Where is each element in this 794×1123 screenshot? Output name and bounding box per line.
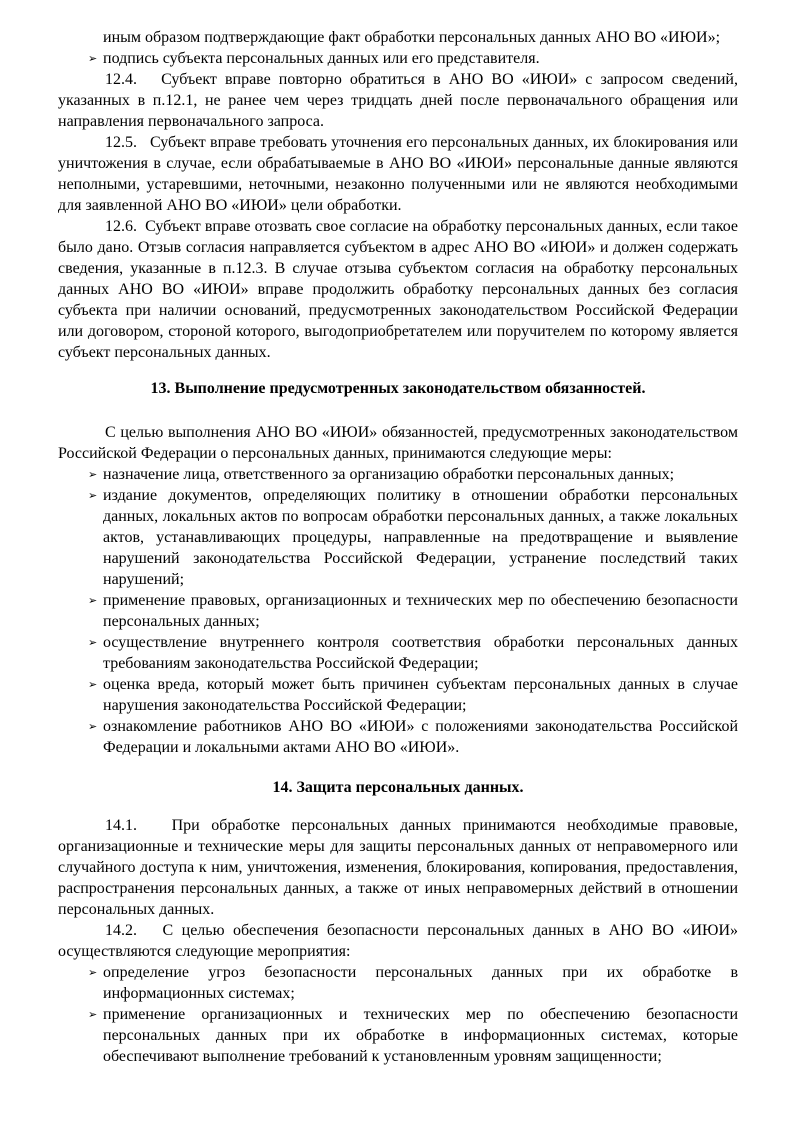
list-item (88, 962, 738, 1004)
list-item-text: определение угроз безопасности персональных данных при их обработке в информационных системах; (103, 964, 738, 1002)
list-item-text: ознакомление работников АНО ВО «ИЮИ» с положениями законодательства Российской Федерации и локальными актами АНО ВО «ИЮИ». (103, 718, 738, 756)
list-item (88, 716, 738, 758)
list-item (88, 632, 738, 674)
bullet-arrow-icon: ➢ (88, 52, 98, 65)
list-item-text: осуществление внутреннего контроля соответствия обработки персональных данных требованиям законодательства Российской Федерации; (103, 634, 738, 672)
list-item-text: издание документов, определяющих политику в отношении обработки персональных данных, локальных актов по вопросам обработки персональных данных, а также локальных актов, устанавливающих процедуры, направленные на предотвращение и выявление нарушений законодательства Российской Федерации, устранение последствий таких нарушений; (103, 487, 738, 588)
section-14-heading: 14. Защита персональных данных. (272, 779, 524, 796)
bullet-arrow-icon: ➢ (88, 594, 98, 607)
paragraph-12-5: 12.5. Субъект вправе требовать уточнения его персональных данных, их блокирования или уничтожения в случае, если обрабатываемые в АНО ВО «ИЮИ» персональные данные являются неполными, устаревшими, неточными, незаконно полученными или не являются необходимыми для заявленной АНО ВО «ИЮИ» цели обработки. (58, 134, 738, 214)
bullet-arrow-icon: ➢ (88, 468, 98, 481)
list-item-text: применение организационных и технических мер по обеспечению безопасности персональных данных при их обработке в информационных системах, которые обеспечивают выполнение требований к установленным уровням защищенности; (103, 1006, 738, 1065)
list-item-text: применение правовых, организационных и технических мер по обеспечению безопасности персональных данных; (103, 592, 738, 630)
paragraph-section-13-intro: С целью выполнения АНО ВО «ИЮИ» обязанностей, предусмотренных законодательством Российской Федерации о персональных данных, принимаются следующие меры: (58, 424, 738, 462)
list-item (88, 590, 738, 632)
paragraph-12-6: 12.6. Субъект вправе отозвать свое согласие на обработку персональных данных, если такое было дано. Отзыв согласия направляется субъектом в адрес АНО ВО «ИЮИ» и должен содержать сведения, указанные в п.12.3. В случае отзыва субъектом согласия на обработку персональных данных АНО ВО «ИЮИ» вправе продолжить обработку персональных данных без согласия субъекта при наличии оснований, предусмотренных законодательством Российской Федерации или договором, стороной которого, выгодоприобретателем или поручителем по которому является субъект персональных данных. (58, 218, 738, 361)
bullet-arrow-icon: ➢ (88, 636, 98, 649)
section-13-heading: 13. Выполнение предусмотренных законодательством обязанностей. (150, 380, 646, 397)
list-item (88, 464, 738, 485)
list-item (88, 1004, 738, 1067)
list-item-text: оценка вреда, который может быть причинен субъектам персональных данных в случае нарушения законодательства Российской Федерации; (103, 676, 738, 714)
bullet-arrow-icon: ➢ (88, 720, 98, 733)
list-item (88, 674, 738, 716)
list-item (88, 48, 738, 69)
list-continuation-text: иным образом подтверждающие факт обработки персональных данных АНО ВО «ИЮИ»; (103, 29, 721, 46)
paragraph-14-1: 14.1. При обработке персональных данных принимаются необходимые правовые, организационные и технические меры для защиты персональных данных от неправомерного или случайного доступа к ним, уничтожения, изменения, блокирования, копирования, предоставления, распространения персональных данных, а также от иных неправомерных действий в отношении персональных данных. (58, 817, 738, 918)
list-item-text: подпись субъекта персональных данных или его представителя. (103, 50, 540, 67)
bullet-arrow-icon: ➢ (88, 678, 98, 691)
bullet-arrow-icon: ➢ (88, 489, 98, 502)
list-item (88, 485, 738, 590)
list-item-text: назначение лица, ответственного за организацию обработки персональных данных; (103, 466, 675, 483)
bullet-arrow-icon: ➢ (88, 1008, 98, 1021)
paragraph-12-4: 12.4. Субъект вправе повторно обратиться в АНО ВО «ИЮИ» с запросом сведений, указанных в п.12.1, не ранее чем через тридцать дней после первоначального обращения или направления первоначального запроса. (58, 71, 738, 130)
paragraph-14-2: 14.2. С целью обеспечения безопасности персональных данных в АНО ВО «ИЮИ» осуществляются следующие мероприятия: (58, 922, 738, 960)
bullet-arrow-icon: ➢ (88, 966, 98, 979)
